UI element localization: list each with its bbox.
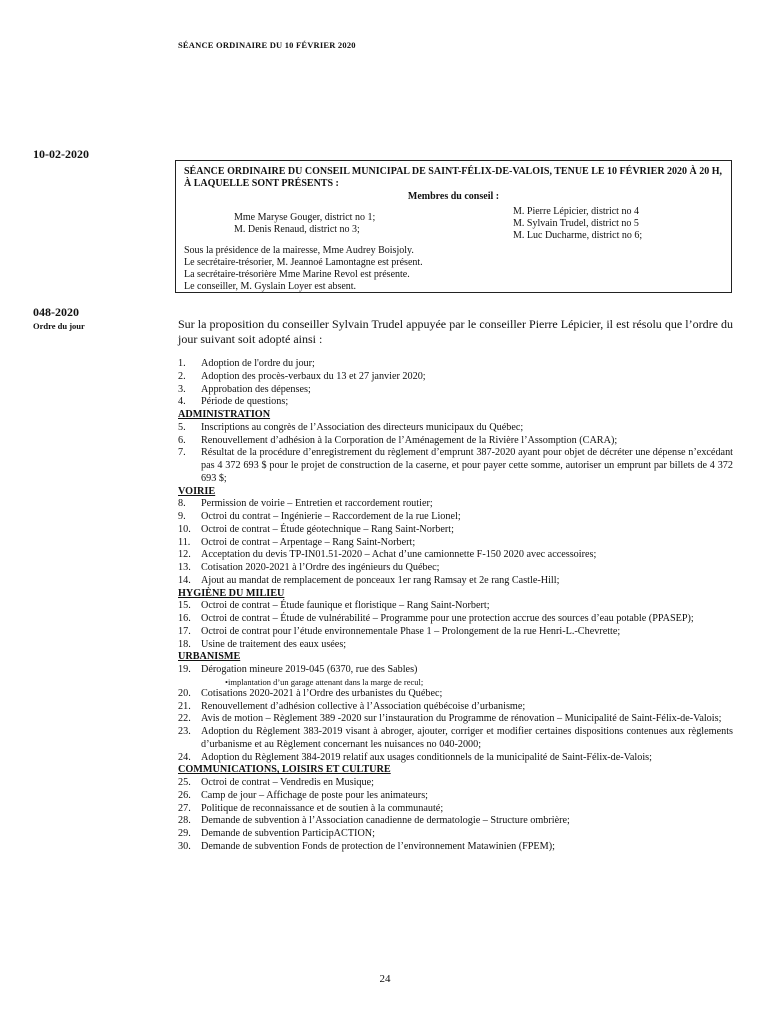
agenda-section-heading: ADMINISTRATION: [178, 409, 271, 420]
agenda-item-number: 5.: [178, 421, 186, 433]
agenda-section-heading: HYGIÈNE DU MILIEU: [178, 587, 285, 599]
agenda-item: [178, 828, 733, 841]
agenda-item: [178, 435, 733, 448]
agenda-item: [178, 777, 733, 790]
agenda-item: [178, 841, 733, 854]
agenda-item-text: Avis de motion – Règlement 389 -2020 sur l’instauration du Programme de rénovation – Municipalité de Saint-Félix-de-Valois;: [201, 713, 722, 725]
attendance-box: [175, 160, 732, 293]
agenda-item: [178, 384, 733, 397]
agenda-item-text: Octroi de contrat – Étude de vulnérabilité – Programme pour une protection accrue des sources d’eau potable (PPASEP);: [201, 613, 694, 624]
agenda-item-text: Octroi de contrat – Étude géotechnique – Rang Saint-Norbert;: [201, 523, 454, 535]
resolution-number: 048-2020: [33, 305, 79, 319]
agenda-item-text: Résultat de la procédure d’enregistrement du règlement d’emprunt 387-2020 ayant pour objet de décréter une dépense n’excédant pas 4 372 693 $ pour le projet de construction de la caserne, et pour payer cette somme, autoriser un emprunt par billets de 4 372 693 $;: [201, 447, 733, 484]
agenda-item-number: 20.: [178, 687, 191, 699]
agenda-item-text: Demande de subvention à l’Association canadienne de dermatologie – Structure ombrière;: [201, 815, 570, 827]
running-header: SÉANCE ORDINAIRE DU 10 FÉVRIER 2020: [178, 40, 356, 50]
agenda-item-number: 15.: [178, 600, 191, 612]
agenda-item-number: 21.: [178, 700, 191, 712]
agenda-item: [178, 613, 733, 626]
agenda-item-number: 14.: [178, 574, 191, 586]
agenda-item-number: 16.: [178, 613, 191, 624]
agenda-item-number: 13.: [178, 562, 191, 573]
agenda-item: [178, 537, 733, 550]
agenda-item-text: Octroi de contrat – Arpentage – Rang Saint-Norbert;: [201, 536, 416, 548]
member-entry: Mme Maryse Gouger, district no 1;: [234, 212, 376, 223]
agenda-item-text: Acceptation du devis TP-IN01.51-2020 – Achat d’une camionnette F-150 2020 avec accessoires;: [201, 549, 597, 561]
agenda-item-number: 2.: [178, 370, 186, 382]
agenda-item-text: Usine de traitement des eaux usées;: [201, 638, 347, 650]
agenda-item-number: 17.: [178, 625, 191, 637]
agenda-item-text: Adoption de l'ordre du jour;: [201, 358, 315, 369]
agenda-item-text: Demande de subvention Fonds de protection de l’environnement Matawinien (FPEM);: [201, 840, 555, 852]
agenda-item-text: Renouvellement d’adhésion collective à l’Association québécoise d’urbanisme;: [201, 700, 526, 712]
agenda-item-number: 30.: [178, 840, 191, 852]
agenda-item: [178, 549, 733, 562]
attendance-note: Le conseiller, M. Gyslain Loyer est absent.: [184, 281, 357, 292]
agenda-item: [178, 701, 733, 714]
agenda-item-number: 29.: [178, 828, 191, 839]
agenda-item: [178, 688, 733, 701]
agenda-item: [178, 790, 733, 803]
agenda-item-number: 10.: [178, 523, 191, 535]
agenda-item-number: 24.: [178, 751, 191, 763]
agenda-section-heading: URBANISME: [178, 651, 241, 663]
agenda-item-text: Cotisation 2020-2021 à l’Ordre des ingénieurs du Québec;: [201, 562, 440, 573]
agenda-item-number: 9.: [178, 511, 186, 522]
agenda-item-number: 22.: [178, 713, 191, 725]
agenda-item-number: 27.: [178, 802, 191, 814]
agenda-item-text: Octroi du contrat – Ingénierie – Raccordement de la rue Lionel;: [201, 511, 461, 522]
member-entry: M. Denis Renaud, district no 3;: [234, 224, 360, 235]
agenda-item: [178, 524, 733, 537]
attendance-note: Le secrétaire-trésorier, M. Jeannoé Lamontagne est présent.: [184, 257, 423, 268]
agenda-item-text: Inscriptions au congrès de l’Association des directeurs municipaux du Québec;: [201, 421, 524, 433]
agenda-item-text: Adoption du Règlement 383-2019 visant à abroger, ajouter, corriger et modifier certaines dispositions contenues aux règlements d’urbanisme et au Règlement concernant les nuisances no 040-2000;: [201, 726, 733, 750]
resolution-subject: Ordre du jour: [33, 321, 85, 331]
page-number: 24: [379, 973, 391, 985]
agenda-item-text: Demande de subvention ParticipACTION;: [201, 828, 375, 839]
agenda-item: [178, 371, 733, 384]
right-members-list: [513, 206, 723, 242]
agenda-item-text: Octroi de contrat – Étude faunique et floristique – Rang Saint-Norbert;: [201, 600, 490, 612]
agenda-item-text: Approbation des dépenses;: [201, 383, 311, 395]
member-entry: M. Sylvain Trudel, district no 5: [513, 218, 639, 229]
meeting-date-label: 10-02-2020: [33, 147, 89, 161]
attendance-notes: [184, 245, 724, 293]
agenda-item-number: 28.: [178, 815, 191, 827]
agenda-section-heading: VOIRIE: [178, 485, 216, 497]
agenda-item: [178, 447, 733, 485]
agenda-item-number: 25.: [178, 777, 191, 788]
agenda-item-text: Dérogation mineure 2019-045 (6370, rue des Sables): [201, 664, 418, 675]
agenda-item: [178, 358, 733, 371]
agenda-item: [178, 752, 733, 765]
agenda-item-text: Octroi de contrat – Vendredis en Musique;: [201, 777, 374, 788]
agenda-item-number: 7.: [178, 447, 186, 459]
agenda-item-number: 1.: [178, 358, 186, 369]
agenda-item-text: Renouvellement d’adhésion à la Corporation de l’Aménagement de la Rivière l’Assomption (CARA);: [201, 434, 618, 446]
agenda-item-number: 18.: [178, 638, 191, 650]
agenda-item-number: 3.: [178, 383, 186, 395]
agenda-item-number: 8.: [178, 498, 186, 510]
attendance-note: La secrétaire-trésorière Mme Marine Revol est présente.: [184, 269, 410, 280]
agenda-item-text: Adoption du Règlement 384-2019 relatif aux usages conditionnels de la municipalité de Saint-Félix-de-Valois;: [201, 751, 652, 763]
agenda-item: [178, 511, 733, 524]
agenda-item-text: Ajout au mandat de remplacement de ponceaux 1er rang Ramsay et 2e rang Castle-Hill;: [201, 574, 560, 586]
agenda-item-text: Période de questions;: [201, 396, 289, 408]
agenda-item: [178, 396, 733, 409]
agenda-item: [178, 626, 733, 639]
agenda-subitem: •implantation d’un garage attenant dans la marge de recul;: [225, 676, 424, 687]
agenda-item: [178, 664, 733, 677]
agenda-item: [178, 600, 733, 613]
agenda-item-number: 6.: [178, 434, 186, 446]
agenda-item: [178, 422, 733, 435]
agenda-item-text: Adoption des procès-verbaux du 13 et 27 janvier 2020;: [201, 370, 426, 382]
agenda-item: [178, 726, 733, 752]
agenda-item: [178, 575, 733, 588]
agenda-item: [178, 815, 733, 828]
attendance-note: Sous la présidence de la mairesse, Mme Audrey Boisjoly.: [184, 245, 414, 256]
agenda-item-number: 26.: [178, 789, 191, 801]
agenda-item: [178, 562, 733, 575]
agenda-item-text: Permission de voirie – Entretien et raccordement routier;: [201, 498, 433, 510]
agenda-item-text: Camp de jour – Affichage de poste pour les animateurs;: [201, 789, 428, 801]
member-entry: M. Pierre Lépicier, district no 4: [513, 206, 639, 217]
agenda-item-number: 19.: [178, 664, 191, 675]
agenda-item-text: Cotisations 2020-2021 à l’Ordre des urbanistes du Québec;: [201, 687, 443, 699]
agenda-item: [178, 498, 733, 511]
resolution-intro: Sur la proposition du conseiller Sylvain Trudel appuyée par le conseiller Pierre Lépicier, il est résolu que l’ordre du jour suivant soit adopté ainsi :: [178, 317, 733, 346]
agenda-item: [178, 639, 733, 652]
agenda-item: [178, 803, 733, 816]
member-entry: M. Luc Ducharme, district no 6;: [513, 230, 643, 241]
agenda-item: [178, 713, 733, 726]
left-members-list: [234, 212, 494, 236]
agenda-item-number: 12.: [178, 549, 191, 561]
members-heading: Membres du conseil :: [407, 191, 500, 202]
agenda-item-number: 4.: [178, 396, 186, 408]
agenda-item-number: 23.: [178, 726, 191, 737]
agenda-item-number: 11.: [178, 536, 191, 548]
agenda-list: [178, 358, 733, 854]
agenda-item-text: Politique de reconnaissance et de soutien à la communauté;: [201, 802, 444, 814]
agenda-section-heading: COMMUNICATIONS, LOISIRS ET CULTURE: [178, 764, 391, 776]
agenda-item-text: Octroi de contrat pour l’étude environnementale Phase 1 – Prolongement de la rue Henri-L.-Chevrette;: [201, 625, 621, 637]
attendance-title: SÉANCE ORDINAIRE DU CONSEIL MUNICIPAL DE SAINT-FÉLIX-DE-VALOIS, TENUE LE 10 FÉVRIER 2020 À 20 H, À LAQUELLE SONT PRÉSENTS :: [184, 166, 723, 189]
